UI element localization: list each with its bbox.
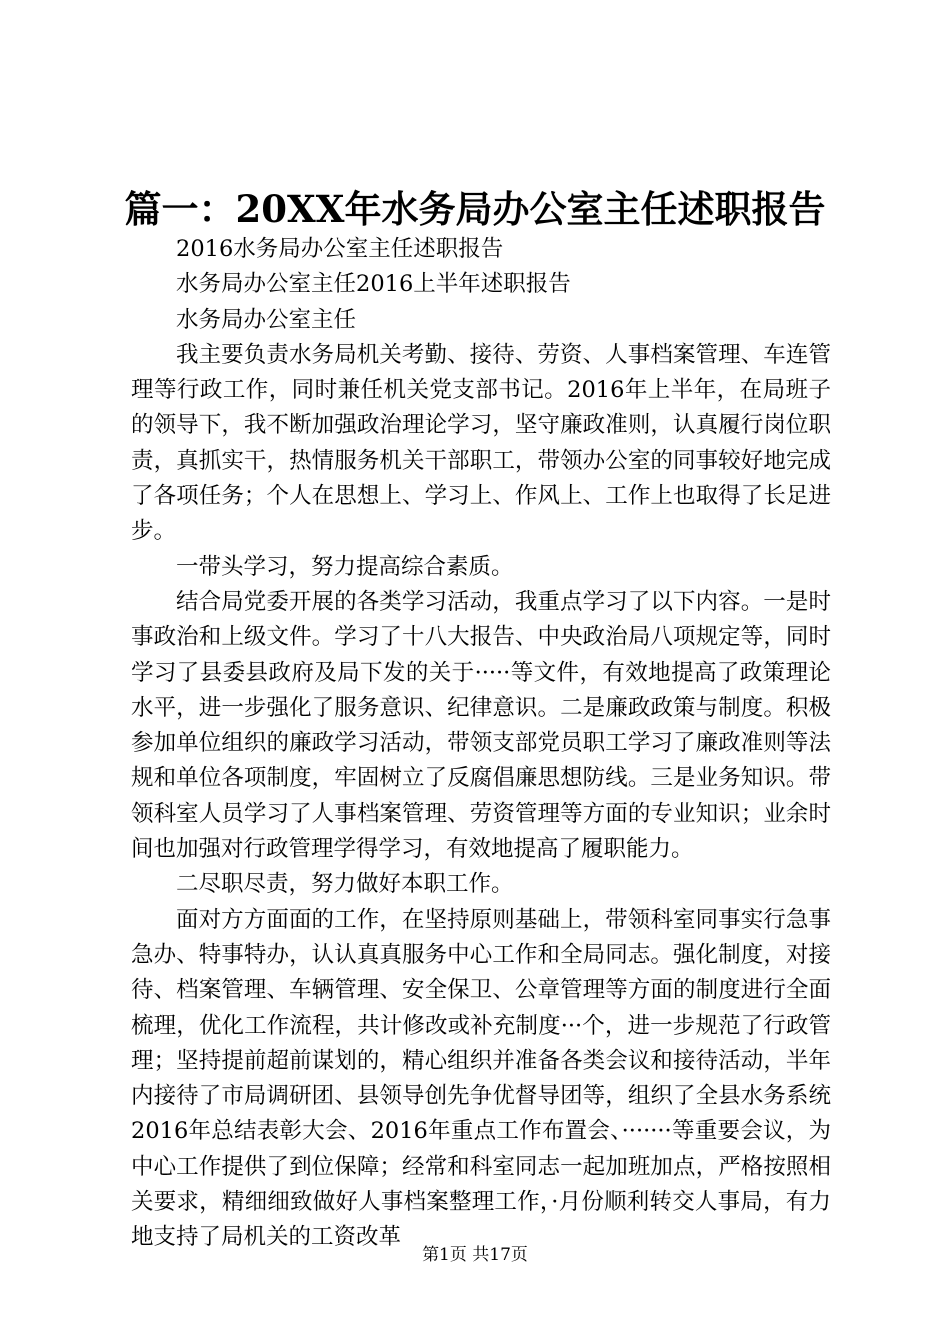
paragraph: 水务局办公室主任2016上半年述职报告 xyxy=(176,271,571,298)
paragraph: 2016水务局办公室主任述职报告 xyxy=(176,236,504,262)
paragraph: 面对方方面面的工作，在坚持原则基础上，带领科室同事实行急事急办、特事特办，认认真真服务中心工作和全局同志。强化制度，对接待、档案管理、车辆管理、安全保卫、公章管理等方面的制度进行全面梳理，优化工作流程，共计修改或补充制度···个，进一步规范了行政管理；坚持提前超前谋划的，精心组织并准备各类会议和接待活动，半年内接待了市局调研团、县领导创先争优督导团等，组织了全县水务系统2016年总结表彰大会、2016年重点工作布置会、·······等重要会议，为中心工作提供了到位保障；经常和科室同志一起加班加点，严格按照相关要求，精细细致做好人事档案整理工作，·月份顺利转交人事局，有力地支持了局机关的工资改革 xyxy=(131,906,831,1251)
document-title: 篇一：20XX年水务局办公室主任述职报告 xyxy=(124,187,826,231)
section-heading: 一带头学习，努力提高综合素质。 xyxy=(176,553,514,580)
section-heading: 二尽职尽责，努力做好本职工作。 xyxy=(176,871,514,898)
document-body xyxy=(131,232,831,1256)
page-footer: 第1页 共17页 xyxy=(422,1245,528,1265)
paragraph: 我主要负责水务局机关考勤、接待、劳资、人事档案管理、车连管理等行政工作，同时兼任机关党支部书记。2016年上半年，在局班子的领导下，我不断加强政治理论学习，坚守廉政准则，认真履行岗位职责，真抓实干，热情服务机关干部职工，带领办公室的同事较好地完成了各项任务；个人在思想上、学习上、作风上、工作上也取得了长足进步。 xyxy=(131,341,831,545)
paragraph: 水务局办公室主任 xyxy=(176,306,357,333)
paragraph: 结合局党委开展的各类学习活动，我重点学习了以下内容。一是时事政治和上级文件。学习了十八大报告、中央政治局八项规定等，同时学习了县委县政府及局下发的关于·····等文件，有效地提高了政策理论水平，进一步强化了服务意识、纪律意识。二是廉政政策与制度。积极参加单位组织的廉政学习活动，带领支部党员职工学习了廉政准则等法规和单位各项制度，牢固树立了反腐倡廉思想防线。三是业务知识。带领科室人员学习了人事档案管理、劳资管理等方面的专业知识；业余时间也加强对行政管理学得学习，有效地提高了履职能力。 xyxy=(131,588,831,863)
